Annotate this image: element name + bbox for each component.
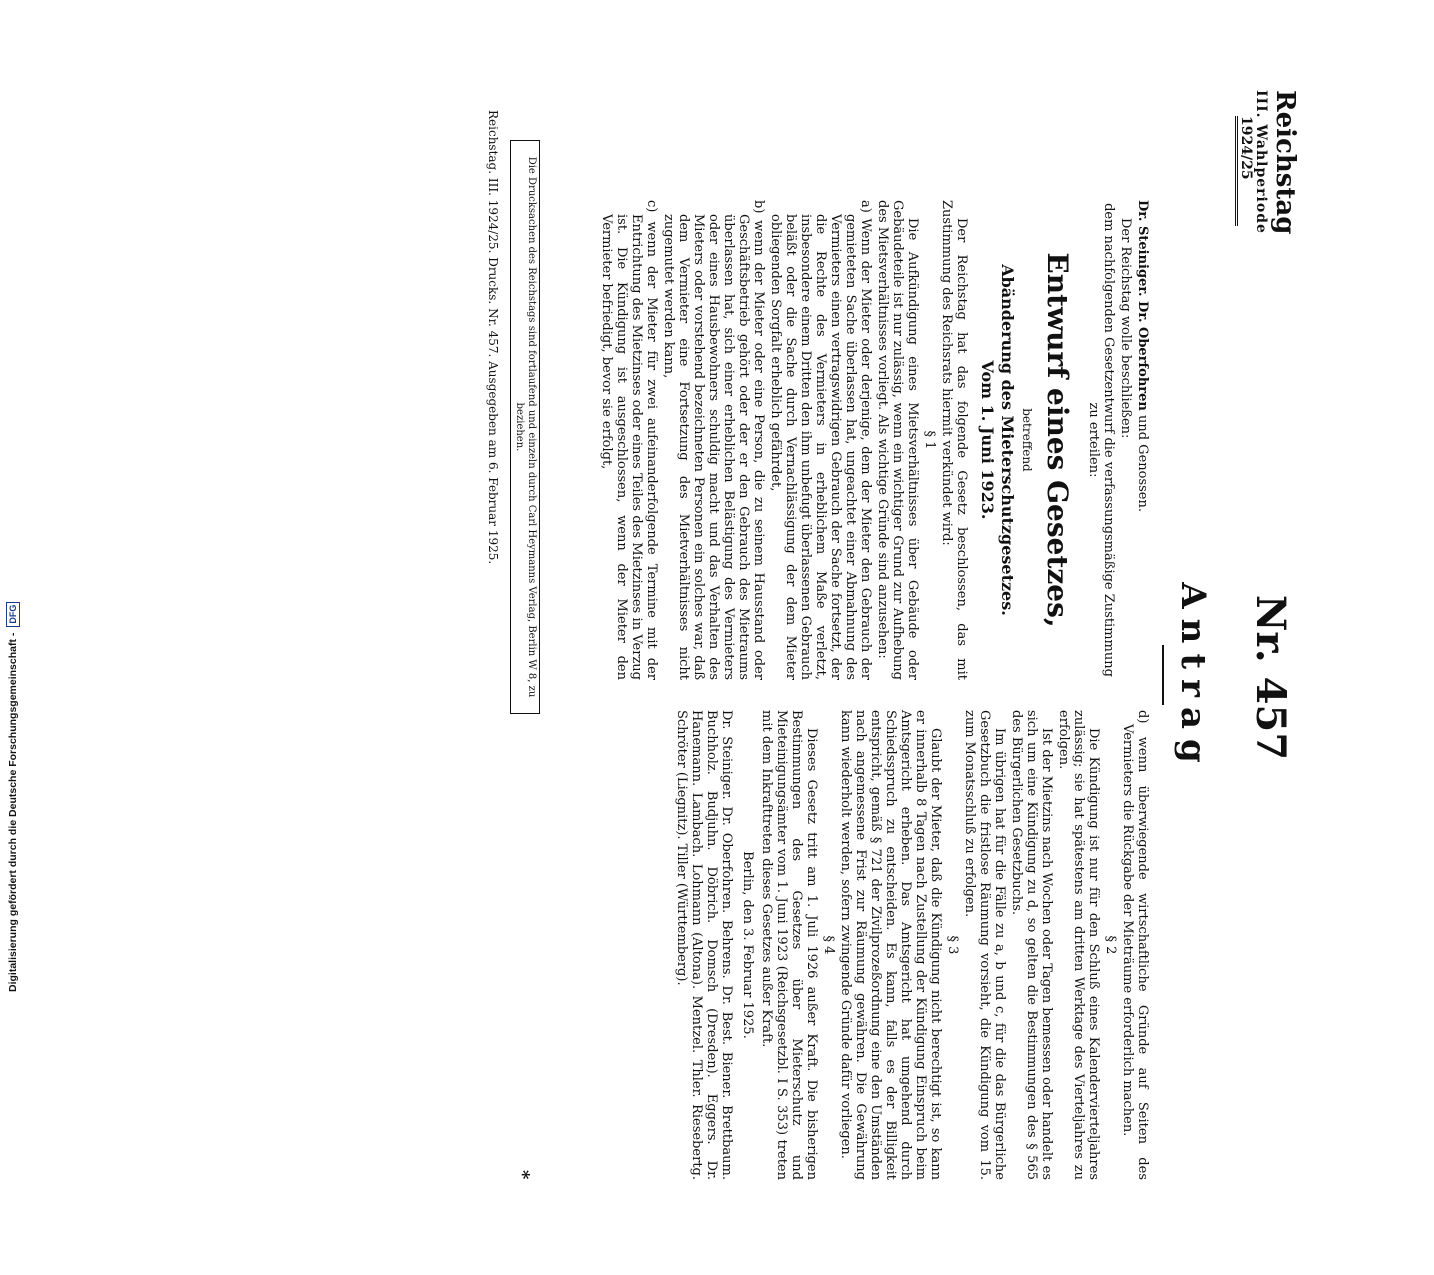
movers-intro: Der Reichstag wolle beschließen: [1118,218,1133,439]
bill-betr: betreffend [1020,408,1034,472]
document-page [105,80,1300,1180]
publisher-notice: Die Drucksachen des Reichstags sind fortlaufend und einzeln durch Carl Heymanns Verlag, Berlin W 8, zu beziehen. [510,140,540,714]
section-2-paragraph-2: Ist der Mietzins nach Wochen oder Tagen bemessen oder handelt es sich um eine Kündigung zu d, so gelten die Bestimmungen des § 565 des Bürgerlichen Gesetzbuchs. [1009,710,1054,1180]
right-column [672,710,1150,1180]
movers-names: Dr. Steiniger. Dr. Oberfohren [1135,200,1150,411]
document-type: Antrag [1173,582,1213,773]
title-divider [1162,645,1164,705]
section-1-intro: Die Aufkündigung eines Mietsverhältnisses über Gebäude oder Gebäudeteile ist nur zulässig, wenn ein wichtiger Grund zur Aufhebung des Mietsverhältnisses vorliegt. Als wichtige Gründe sind anzusehen: [875,200,920,680]
closing-date: Berlin, den 3. Februar 1925. [740,851,755,1039]
movers-suffix: und Genossen. [1135,414,1150,513]
bill-date: Vom 1. Juni 1923. [978,360,997,520]
section-1-label: § 1 [922,430,937,450]
section-1-item-a: a) Wenn der Mieter oder derjenige, dem der Mieter den Gebrauch der gemieteten Sache überlassen hat, ungeachtet einer Abmahnung des Vermieters einen vertragswidrigen Gebrauch der Sache fortsetzt, der die Rechte des Vermieters in erheblichem Maße verletzt, insbesondere einem Dritten den ihm unbefugt überlassenen Gebrauch beläßt oder die Sache durch Vernachlässigung der dem Mieter obliegenden Sorgfalt erheblich gefährdet, [768,200,873,680]
bill-heading: Entwurf eines Gesetzes, [1041,252,1074,628]
left-column [597,200,1150,680]
bill-enacting-clause: Der Reichstag hat das folgende Gesetz beschlossen, das mit Zustimmung des Reichsrats hiermit verkündet wird: [939,200,969,680]
section-4-label: § 4 [821,935,836,955]
document-number: Nr. 457 [1247,594,1294,761]
dfg-logo: DFG [6,602,20,627]
signatories: Dr. Steiniger. Dr. Oberfohren. Behrens. Dr. Best. Biener. Brettbaum. Buchholz. Budjuhn. Döbrich. Domsch (Dresden). Eggers. Dr. Hanemann. Lambach. Lohmann (Altona). Mentzel. Thler. Riesebertg. Schröter (Liegnitz). Tiller (Württemberg). [674,710,734,1180]
reichstag-title: Reichstag [1270,90,1300,235]
session-years: 1924/25 [1235,116,1253,226]
section-1-item-c: c) wenn der Mieter für zwei aufeinanderfolgende Termine mit der Entrichtung des Mietzinses oder eines Teiles des Mietzinses in Verzug ist. Die Kündigung ist ausgeschlossen, wenn der Mieter den Vermieter befriedigt, bevor sie erfolgt, [599,200,659,680]
movers-text: dem nachfolgenden Gesetzentwurf die verfassungsmäßige Zustimmung zu erteilen: [1086,203,1116,677]
section-2-paragraph-3: Im übrigen hat für die Fälle zu a, b und c, für die das Bürgerliche Gesetzbuch die fristlose Räumung vorsieht, die Kündigung vom 15. zum Monatsschluß zu erfolgen. [962,710,1007,1180]
digitization-credit-text: Digitalisierung gefördert durch die Deutsche Forschungsgemeinschaft - [7,632,19,992]
section-1-item-b: b) wenn der Mieter oder eine Person, die zu seinem Hausstand oder Geschäftsbetrieb gehört oder der er den Gebrauch des Mietraums überlassen hat, sich einer erheblichen Belästigung des Vermieters oder eines Hausbewohners schuldig macht und das Verhalten des Mieters oder vorstehend bezeichneten Personen ein solches war, daß dem Vermieter eine Fortsetzung des Mietverhältnisses nicht zugemutet werden kann, [661,200,766,680]
print-footer: Reichstag. III. 1924/25. Drucks. Nr. 457. Ausgegeben am 6. Februar 1925. [486,110,500,565]
section-2-paragraph-1: Die Kündigung ist nur für den Schluß eines Kalendervierteljahres zulässig; sie hat spätestens am dritten Werktage des Vierteljahres zu erfolgen. [1056,710,1101,1180]
legislative-period: III. Wahlperiode [1253,90,1269,234]
section-2-label: § 2 [1103,935,1118,955]
section-3-label: § 3 [945,935,960,955]
section-3-paragraph-1: Glaubt der Mieter, daß die Kündigung nicht berechtigt ist, so kann er innerhalb 8 Tagen nach Zustellung der Kündigung Einspruch beim Amtsgericht erheben. Das Amtsgericht hat umgehend durch Schiedsspruch zu entscheiden. Es kann, falls es der Billigkeit entspricht, gemäß § 721 der Zivilprozeßordnung eine den Umständen nach angemessene Frist zur Räumung gewähren. Die Gewährung kann wiederholt werden, sofern zwingende Gründe dafür vorliegen. [838,710,943,1180]
footnote-star: * [512,1170,533,1180]
bill-title: Abänderung des Mieterschutzgesetzes. [998,264,1017,616]
section-1-item-d: d) wenn überwiegende wirtschaftliche Gründe auf Seiten des Vermieters die Rückgabe der Mieträume erforderlich machen. [1120,710,1150,1180]
section-4-paragraph-1: Dieses Gesetz tritt am 1. Juli 1926 außer Kraft. Die bisherigen Bestimmungen des Gesetzes über Mieterschutz und Mieteinigungsämter vom 1. Juni 1923 (Reichsgesetzbl. I S. 353) treten mit dem Inkrafttreten dieses Gesetzes außer Kraft. [759,710,819,1180]
movers-line [1135,200,1150,680]
digitization-credit [6,12,20,992]
